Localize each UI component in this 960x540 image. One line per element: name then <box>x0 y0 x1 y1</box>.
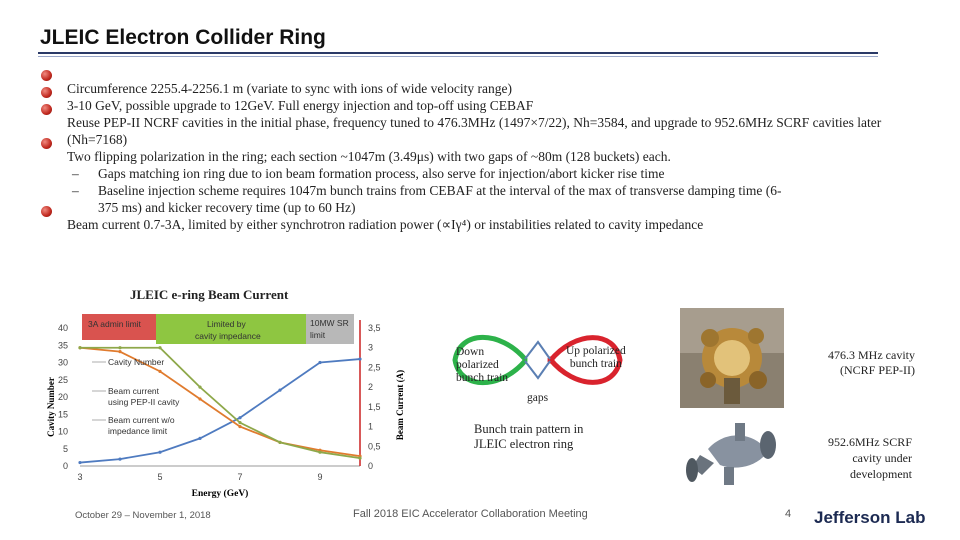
sub-bullet-continuation: 375 ms) and kicker recovery time (up to 60 Hz) <box>98 200 356 215</box>
bullet-item <box>40 216 920 233</box>
y-left-tick-label: 30 <box>57 357 68 368</box>
bullet-text: Reuse PEP-II NCRF cavities in the initial phase, frequency tuned to 476.3MHz (1497×7/22), Nh=3584, and upgrade to 952.6MHz SCRF cavities later (Nh=7168) <box>67 115 882 147</box>
bullet-item <box>40 114 920 148</box>
sub-bullet-item <box>40 165 920 182</box>
series-point-1 <box>118 350 121 353</box>
series-point-2 <box>278 441 281 444</box>
series-point-0 <box>318 361 321 364</box>
y-left-tick-label: 40 <box>57 323 68 333</box>
jefferson-lab-logo: Jefferson Lab <box>814 508 926 527</box>
bullet-item <box>40 80 920 97</box>
series-label-pep: Beam current <box>108 386 160 396</box>
dash-marker: – <box>72 166 79 181</box>
x-tick-label: 3 <box>77 472 83 482</box>
gaps-label: gaps <box>527 392 549 404</box>
y-left-axis-label: Cavity Number <box>46 377 56 437</box>
series-label-cavity: Cavity Number <box>108 357 165 367</box>
x-axis-label: Energy (GeV) <box>191 489 249 499</box>
bullet-icon <box>41 87 52 98</box>
series-point-0 <box>238 416 241 419</box>
up-polarized-label: Up polarized bunch train <box>566 345 626 370</box>
bullet-text: Beam current 0.7-3A, limited by either synchrotron radiation power (∝Iγ⁴) or instabilities related to cavity impedance <box>67 217 704 232</box>
bullet-item <box>40 148 920 165</box>
y-left-tick-label: 35 <box>57 340 68 351</box>
title-underline <box>38 52 878 54</box>
series-point-2 <box>358 457 361 460</box>
y-left-tick-label: 10 <box>57 426 68 437</box>
y-right-tick-label: 1 <box>368 421 374 432</box>
admin-limit-label: 3A admin limit <box>88 319 141 329</box>
series-point-1 <box>238 425 241 428</box>
series-point-2 <box>78 346 81 349</box>
series-label-pep: using PEP-II cavity <box>108 397 180 407</box>
ring-caption: Bunch train pattern in JLEIC electron ring <box>474 422 584 451</box>
sr-limit-label: 10MW SR <box>310 318 349 328</box>
bullet-icon <box>41 70 52 81</box>
series-point-0 <box>118 458 121 461</box>
y-left-tick-label: 0 <box>62 461 68 471</box>
sub-bullet-item <box>40 182 920 199</box>
y-left-tick-label: 25 <box>57 374 68 385</box>
ncrf-cavity-photo <box>680 308 784 408</box>
scrf-cavity-label: 952.6MHz SCRF cavity under development <box>827 435 912 481</box>
series-point-1 <box>198 397 201 400</box>
series-point-2 <box>198 386 201 389</box>
cavity-limit-label: cavity impedance <box>195 331 261 341</box>
gap-segment <box>525 361 550 378</box>
footer-date: October 29 – November 1, 2018 <box>75 510 211 521</box>
series-point-0 <box>158 451 161 454</box>
sr-limit-label: limit <box>310 330 326 340</box>
y-right-tick-label: 0 <box>368 461 374 471</box>
bullet-text: Two flipping polarization in the ring; each section ~1047m (3.49μs) with two gaps of ~80m (128 buckets) each. <box>67 149 671 164</box>
bullet-text: Circumference 2255.4-2256.1 m (variate to sync with ions of wide velocity range) <box>67 81 512 96</box>
bullet-list <box>40 80 920 233</box>
beam-current-chart <box>40 306 410 506</box>
y-right-tick-label: 2,5 <box>368 362 381 373</box>
y-right-tick-label: 1,5 <box>368 401 381 412</box>
bullet-icon <box>41 206 52 217</box>
dash-marker: – <box>72 183 79 198</box>
gap-segment <box>525 342 550 359</box>
series-point-2 <box>318 451 321 454</box>
bullet-text: 3-10 GeV, possible upgrade to 12GeV. Full energy injection and top-off using CEBAF <box>67 98 534 113</box>
y-left-tick-label: 15 <box>57 409 68 420</box>
y-left-tick-label: 5 <box>62 443 68 454</box>
x-tick-label: 5 <box>157 472 163 482</box>
series-point-2 <box>118 346 121 349</box>
series-point-0 <box>78 461 81 464</box>
series-point-0 <box>358 357 361 360</box>
series-label-wo: impedance limit <box>108 426 168 436</box>
chart-title: JLEIC e-ring Beam Current <box>130 287 289 302</box>
series-point-0 <box>278 389 281 392</box>
y-right-tick-label: 2 <box>368 382 374 393</box>
series-point-0 <box>198 437 201 440</box>
bullet-item <box>40 97 920 114</box>
series-line-0 <box>80 359 360 463</box>
footer-meeting: Fall 2018 EIC Accelerator Collaboration Meeting <box>353 508 588 520</box>
y-right-tick-label: 3,5 <box>368 323 381 333</box>
y-left-tick-label: 20 <box>57 392 68 402</box>
series-point-2 <box>238 421 241 424</box>
cavity-limit-label: Limited by <box>207 319 246 329</box>
ncrf-cavity-label: 476.3 MHz cavity (NCRF PEP-II) <box>828 348 915 377</box>
slide-title: JLEIC Electron Collider Ring <box>40 26 326 49</box>
sub-bullet-text: Baseline injection scheme requires 1047m bunch trains from CEBAF at the interval of the max of transverse damping time (6- <box>98 183 782 198</box>
series-point-2 <box>158 346 161 349</box>
down-polarized-label: Down polarized bunch train <box>456 346 509 384</box>
x-tick-label: 7 <box>237 472 243 482</box>
series-label-wo: Beam current w/o <box>108 415 175 425</box>
x-tick-label: 9 <box>317 472 323 482</box>
y-right-axis-label: Beam Current (A) <box>395 369 405 441</box>
y-right-tick-label: 0,5 <box>368 441 381 452</box>
scrf-cavity-render <box>680 415 785 495</box>
sub-bullet-text: Gaps matching ion ring due to ion beam formation process, also serve for injection/abort kicker rise time <box>98 166 665 181</box>
series-point-1 <box>158 370 161 373</box>
bullet-icon <box>41 104 52 115</box>
title-underline-thin <box>38 56 878 57</box>
page-number: 4 <box>785 508 792 520</box>
bullet-icon <box>41 138 52 149</box>
y-right-tick-label: 3 <box>368 342 374 353</box>
